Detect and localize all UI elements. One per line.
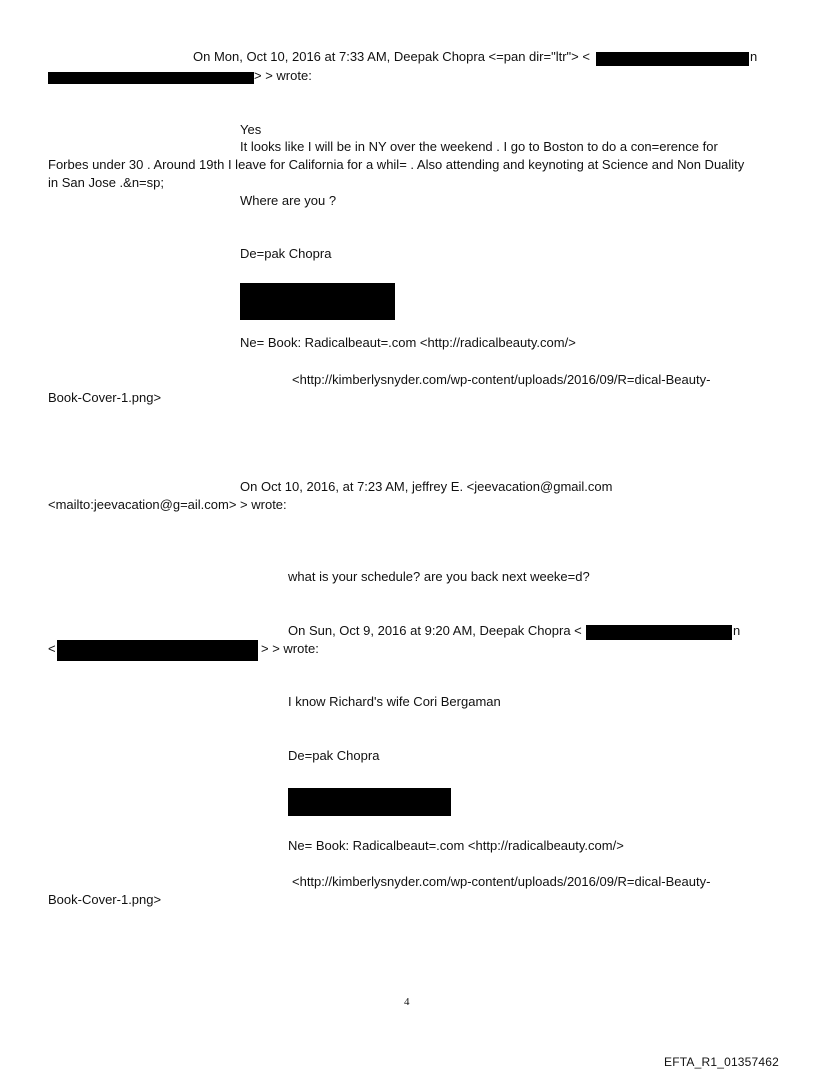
body-text: Where are you ? bbox=[240, 193, 337, 208]
body-text: Yes bbox=[240, 122, 262, 137]
email-header-line: On Sun, Oct 9, 2016 at 9:20 AM, Deepak Chopra < bbox=[288, 623, 582, 638]
page-number: 4 bbox=[404, 996, 410, 1008]
image-url-cont: Book-Cover-1.png> bbox=[48, 390, 162, 405]
email-header-line-tail: n bbox=[733, 623, 741, 638]
redaction-bar bbox=[288, 788, 451, 816]
signature: De=pak Chopra bbox=[288, 748, 380, 763]
email-header-line: > > wrote: bbox=[254, 68, 312, 83]
body-text: what is your schedule? are you back next weeke=d? bbox=[288, 569, 590, 584]
redaction-bar bbox=[48, 72, 254, 84]
body-text: I know Richard's wife Cori Bergaman bbox=[288, 694, 501, 709]
email-header-line: <mailto:jeevacation@g=ail.com> > wrote: bbox=[48, 497, 287, 512]
body-text: in San Jose .&n=sp; bbox=[48, 175, 164, 190]
book-line: Ne= Book: Radicalbeaut=.com <http://radicalbeauty.com/> bbox=[288, 838, 624, 853]
redaction-bar bbox=[57, 640, 258, 661]
body-text: It looks like I will be in NY over the weekend . I go to Boston to do a con=erence for bbox=[240, 139, 718, 154]
image-url: <http://kimberlysnyder.com/wp-content/uploads/2016/09/R=dical-Beauty- bbox=[292, 372, 711, 387]
book-line: Ne= Book: Radicalbeaut=.com <http://radicalbeauty.com/> bbox=[240, 335, 576, 350]
redaction-bar bbox=[596, 52, 749, 66]
image-url: <http://kimberlysnyder.com/wp-content/uploads/2016/09/R=dical-Beauty- bbox=[292, 874, 711, 889]
email-header-line: > > wrote: bbox=[261, 641, 319, 656]
email-header-line-tail: n bbox=[750, 49, 758, 64]
body-text: Forbes under 30 . Around 19th I leave for California for a whil= . Also attending and keynoting at Science and Non Duality bbox=[48, 157, 745, 172]
email-header-line: On Mon, Oct 10, 2016 at 7:33 AM, Deepak Chopra <=pan dir="ltr"> < bbox=[193, 49, 590, 64]
signature: De=pak Chopra bbox=[240, 246, 332, 261]
image-url-cont: Book-Cover-1.png> bbox=[48, 892, 162, 907]
redaction-bar bbox=[240, 283, 395, 320]
redaction-bar bbox=[586, 625, 732, 640]
email-header-line: On Oct 10, 2016, at 7:23 AM, jeffrey E. <jeevacation@gmail.com bbox=[240, 479, 613, 494]
email-header-line-lead: < bbox=[48, 641, 56, 656]
document-id: EFTA_R1_01357462 bbox=[664, 1055, 780, 1069]
